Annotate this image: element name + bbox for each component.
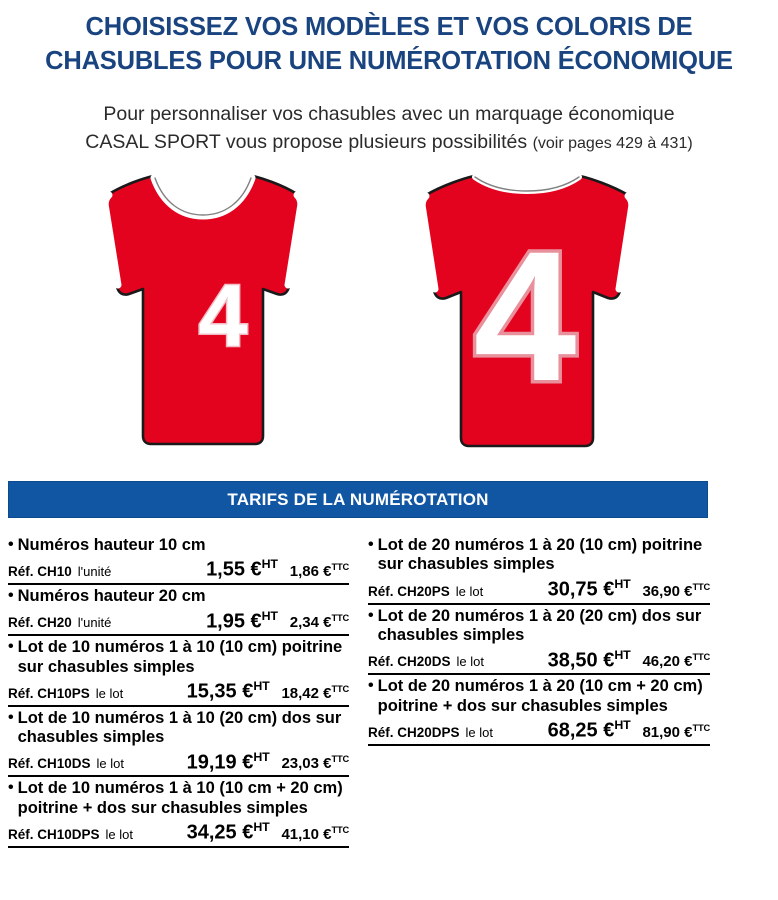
subtitle-line-2-text: CASAL SPORT vous propose plusieurs possibilités: [85, 131, 528, 154]
price-ht-suffix: HT: [261, 557, 278, 572]
chasuble-back-illustration: [412, 168, 642, 458]
pricing-column-right: [368, 536, 710, 748]
chasuble-front-svg: [95, 168, 310, 453]
price-ht-suffix: HT: [253, 679, 270, 694]
product-entry: [8, 638, 349, 707]
price-row: [368, 648, 710, 676]
price-ttc-suffix: TTC: [331, 683, 349, 694]
price-ht-value: 68,25: [547, 719, 604, 742]
product-reference: Réf. CH20DS: [368, 654, 451, 670]
price-unit-label: le lot: [456, 654, 484, 670]
product-reference: Réf. CH20PS: [368, 583, 450, 599]
price-ttc: [290, 613, 349, 631]
euro-symbol: €: [684, 653, 693, 671]
price-ht-value: 19,19: [186, 751, 243, 774]
subtitle-line-1: Pour personnaliser vos chasubles avec un marquage économique: [103, 102, 675, 125]
price-row: [368, 577, 710, 605]
price-ht: [187, 679, 270, 704]
price-ht: [187, 820, 270, 845]
euro-symbol: €: [603, 719, 615, 742]
product-entry: [8, 709, 349, 778]
page-title-line-2: CHASUBLES POUR UNE NUMÉROTATION ÉCONOMIQUE: [45, 47, 733, 76]
price-ttc-value: 18,42: [281, 684, 324, 702]
product-title: [368, 536, 710, 575]
euro-symbol: €: [242, 751, 254, 774]
price-unit-label: le lot: [465, 724, 493, 740]
price-ht-value: 34,25: [186, 822, 243, 845]
product-title-text: Numéros hauteur 10 cm: [17, 536, 206, 554]
price-ht: [187, 750, 270, 775]
price-ttc: [290, 562, 349, 580]
pricing-table: [0, 536, 778, 900]
tariff-banner: [8, 481, 708, 518]
product-entry: [368, 677, 710, 746]
price-ttc-value: 1,86: [289, 563, 324, 581]
bullet-icon: •: [368, 606, 374, 624]
price-unit-label: le lot: [455, 583, 484, 599]
product-reference: Réf. CH10PS: [8, 685, 90, 701]
bullet-icon: •: [8, 587, 14, 605]
euro-symbol: €: [603, 578, 615, 601]
bullet-icon: •: [368, 536, 374, 553]
product-title-text: Lot de 20 numéros 1 à 20 (20 cm) dos sur chasubles simples: [377, 606, 702, 645]
product-title-text: Numéros hauteur 20 cm: [17, 587, 206, 606]
euro-symbol: €: [242, 680, 254, 703]
price-ht: [548, 718, 631, 743]
price-ttc-suffix: TTC: [331, 562, 349, 573]
bullet-icon: •: [368, 677, 374, 695]
price-ht-suffix: HT: [253, 749, 270, 764]
price-ht-suffix: HT: [253, 820, 270, 835]
back-jersey-number: [474, 214, 577, 420]
price-ht-value: 1,95: [206, 610, 251, 633]
price-ht: [548, 648, 631, 673]
price-ttc-value: 46,20: [642, 653, 685, 671]
price-ttc-value: 36,90: [642, 582, 685, 600]
price-unit-label: l'unité: [77, 564, 112, 580]
product-entry: [368, 536, 710, 605]
product-entry: [8, 536, 349, 585]
product-title: [8, 779, 349, 818]
price-row: [8, 820, 349, 848]
bullet-icon: •: [8, 779, 14, 797]
euro-symbol: €: [250, 559, 262, 582]
price-ht-value: 15,35: [186, 680, 243, 703]
euro-symbol: €: [250, 610, 262, 633]
price-ht: [206, 609, 278, 634]
front-jersey-number: [199, 266, 248, 365]
back-number-glyph: 4: [473, 214, 577, 421]
tariff-banner-label: TARIFS DE LA NUMÉROTATION: [227, 489, 489, 509]
price-unit-label: l'unité: [77, 615, 112, 631]
price-ht: [548, 577, 631, 602]
price-row: [368, 718, 710, 746]
price-ht-value: 38,50: [547, 649, 604, 672]
price-row: [8, 609, 349, 637]
price-ttc: [642, 582, 710, 600]
product-title-text: Lot de 10 numéros 1 à 10 (10 cm) poitrine sur chasubles simples: [17, 638, 343, 676]
product-title: [8, 587, 349, 606]
price-ttc-value: 81,90: [642, 723, 685, 741]
bullet-icon: •: [8, 536, 14, 553]
price-ht-suffix: HT: [614, 718, 631, 733]
product-title-text: Lot de 10 numéros 1 à 10 (10 cm + 20 cm) poitrine + dos sur chasubles simples: [17, 779, 343, 817]
price-row: [8, 557, 349, 585]
page-title: [20, 10, 758, 79]
page-header: [0, 0, 778, 156]
euro-symbol: €: [684, 582, 693, 600]
euro-symbol: €: [323, 614, 332, 632]
subtitle-line-2: [20, 128, 758, 156]
product-title-text: Lot de 20 numéros 1 à 20 (10 cm + 20 cm) poitrine + dos sur chasubles simples: [377, 677, 703, 715]
product-entry: [8, 779, 349, 848]
price-ttc-suffix: TTC: [692, 581, 710, 592]
bullet-icon: •: [8, 638, 14, 656]
product-entry: [368, 607, 710, 676]
price-ttc-value: 2,34: [289, 614, 324, 632]
price-ttc-suffix: TTC: [692, 652, 710, 663]
price-ht-value: 30,75: [547, 578, 604, 601]
price-ttc: [281, 825, 349, 843]
price-row: [8, 750, 349, 778]
product-title-text: Lot de 10 numéros 1 à 10 (20 cm) dos sur chasubles simples: [17, 708, 342, 747]
product-title: [8, 638, 349, 677]
price-ttc: [642, 723, 710, 741]
price-ht: [206, 557, 278, 582]
price-ttc-suffix: TTC: [331, 613, 349, 624]
jersey-illustrations: [0, 168, 778, 468]
front-number-glyph: 4: [198, 266, 248, 366]
page-subtitle: [20, 100, 758, 157]
product-title: [368, 607, 710, 646]
product-reference: Réf. CH10DPS: [8, 827, 100, 843]
price-ttc-suffix: TTC: [692, 722, 710, 733]
euro-symbol: €: [242, 822, 254, 845]
chasuble-front-illustration: [95, 168, 310, 458]
euro-symbol: €: [684, 723, 693, 741]
price-ht-suffix: HT: [614, 576, 631, 591]
price-ttc: [281, 754, 349, 772]
price-ttc-value: 23,03: [281, 755, 324, 773]
price-unit-label: le lot: [96, 756, 124, 772]
euro-symbol: €: [323, 563, 332, 581]
product-title: [368, 677, 710, 716]
price-ttc: [281, 684, 349, 702]
price-ht-value: 1,55: [206, 559, 251, 582]
price-ttc: [642, 652, 710, 670]
euro-symbol: €: [603, 649, 615, 672]
price-row: [8, 679, 349, 707]
product-reference: Réf. CH10: [8, 564, 72, 580]
subtitle-page-reference: (voir pages 429 à 431): [532, 135, 693, 153]
price-ttc-suffix: TTC: [331, 754, 349, 765]
chasuble-back-svg: [412, 168, 642, 453]
price-ttc-value: 41,10: [281, 826, 324, 844]
price-ttc-suffix: TTC: [331, 825, 349, 836]
product-reference: Réf. CH20DPS: [368, 724, 460, 740]
product-reference: Réf. CH10DS: [8, 756, 91, 772]
price-ht-suffix: HT: [261, 608, 278, 623]
price-unit-label: le lot: [105, 827, 133, 843]
euro-symbol: €: [323, 826, 332, 844]
price-unit-label: le lot: [95, 685, 124, 701]
product-entry: [8, 587, 349, 636]
euro-symbol: €: [323, 755, 332, 773]
bullet-icon: •: [8, 708, 14, 726]
product-title: [8, 536, 349, 555]
price-ht-suffix: HT: [614, 647, 631, 662]
euro-symbol: €: [323, 684, 332, 702]
pricing-column-left: [8, 536, 349, 850]
product-title: [8, 709, 349, 748]
product-reference: Réf. CH20: [8, 615, 72, 631]
product-title-text: Lot de 20 numéros 1 à 20 (10 cm) poitrine sur chasubles simples: [377, 536, 703, 574]
page-title-line-1: CHOISISSEZ VOS MODÈLES ET VOS COLORIS DE: [85, 13, 693, 41]
